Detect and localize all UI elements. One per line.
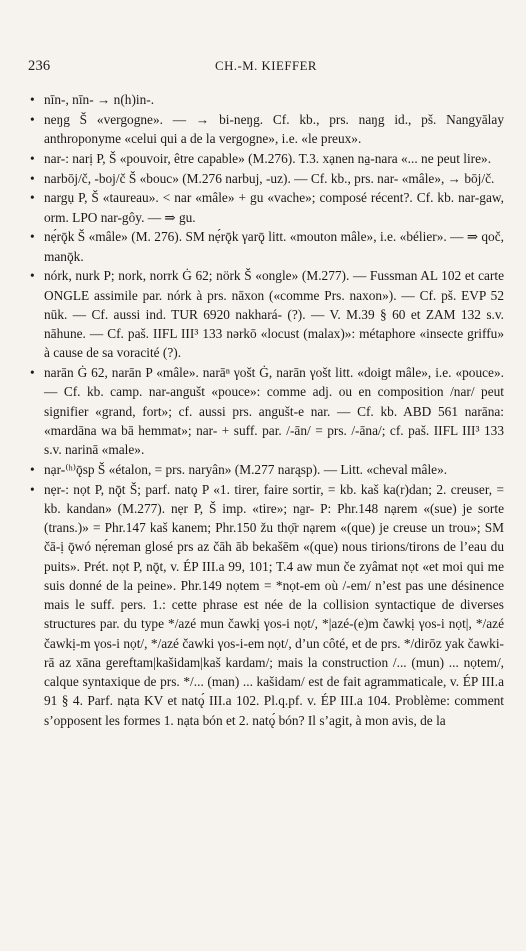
entry-text: nạr-⁽ʰ⁾ǭsp Š «étalon, = prs. naryân» (M.277 narąsp). — Litt. «cheval mâle». bbox=[44, 461, 448, 477]
bullet-icon: • bbox=[30, 461, 35, 477]
dictionary-entry bbox=[28, 149, 504, 168]
entry-text: narān Ġ 62, narān P «mâle». narāⁿ γošt Ġ, narān γošt litt. «doigt mâle», i.e. «pouce». — Cf. kb. camp. nar-angušt «pouce»: comme adj. ou en composition /nar/ peut signifier «grand, fort»; cf. aussi prs. angušt-e nar. — Cf. kb. ABD 561 narāna: «mardāna wa bā hemmat»; nar- + suff. par. /-ān/ = prs. /-āna/; cf. paš. IIFL III³ 133 s.v. narinā «male». bbox=[44, 365, 504, 457]
entry-text: nīn-, nīn- → n(h)in-. bbox=[44, 92, 155, 107]
entry-text: narbōj/č, -boj/č Š «bouc» (M.276 narbuj, -uz). — Cf. kb., prs. nar- «mâle», → bōj/č. bbox=[44, 170, 495, 186]
entry-text: nẹ́rǭk Š «mâle» (M. 276). SM nẹ́rǭk γarǭ litt. «mouton mâle», i.e. «bélier». — ⇒ qoč, manǭk. bbox=[44, 229, 504, 264]
page-number: 236 bbox=[28, 58, 51, 74]
entry-text: neŋg Š «vergogne». — → bi-neŋg. Cf. kb., prs. naŋg id., pš. Nangyālay anthroponyme «celui qui a de la vergogne», i.e. «le preux». bbox=[44, 111, 504, 146]
bullet-icon: • bbox=[30, 150, 35, 166]
entry-list bbox=[28, 90, 504, 730]
bullet-icon: • bbox=[30, 92, 35, 107]
page-header bbox=[28, 58, 504, 84]
dictionary-entry bbox=[28, 169, 504, 188]
entry-text: nargụ P, Š «taureau». < nar «mâle» + gu «vache»; composé récent?. Cf. kb. nar-gaw, orm. LPO nar-gôy. — ⇒ gu. bbox=[44, 190, 504, 225]
dictionary-entry bbox=[28, 363, 504, 459]
bullet-icon: • bbox=[30, 111, 35, 127]
dictionary-entry bbox=[28, 460, 504, 479]
dictionary-entry bbox=[28, 188, 504, 227]
dictionary-entry bbox=[28, 480, 504, 730]
bullet-icon: • bbox=[30, 365, 35, 380]
bullet-icon: • bbox=[30, 229, 35, 245]
dictionary-entry bbox=[28, 110, 504, 149]
entry-text: nẹr-: nọt P, nǭt Š; parf. natǫ P «1. tirer, faire sortir, = kb. kaš ka(r)dan; 2. creuser, = kb. kandan» (M.277). nẹr P, Š imp. «tire»; na̱r- P: Phr.148 nạrem «(sue) je sorte (trans.)» = Phr.147 kaš kanem; Phr.150 žu thọ̄r nạrem «(que) je creuse un trou»; SM čā-ị ǭwó nẹ́reman glosé prs az čāh āb bekašēm «(que) nous tirions/tirons de l’eau du puits». Prét. nọt P, nǭt, v. ÉP III.a 99, 101; T.4 aw mun če zyâmat nọt «et moi qui me suis donné de la peine». Phr.149 nọtem = *nọt-em où /-em/ n’est pas une désinence mais le suff. pers. 1.: cette phrase est née de la collision syntactique de diverses structures par. du type */azé mun čawkị γos-i nọt/, *|azé-(e)m čawkị γos-i nọt|, */azé čawkị-m γos-i nọt/, */azé čawki γos-i-em nọt/, d’un côté, et de prs. */dirōz yak čawki-rā az xāna gereftam|kašidam|kaš kardam/; mais la construction /... (mun) ... nọtem/, calque syntaxique de prs. */... (man) ... kašidam/ est de fait agrammaticale, v. ÉP III.a 91 § 4. Parf. nạta KV et natǫ́ III.a 102. Pl.q.pf. v. ÉP III.a 104. Problème: comment s’opposent les formes 1. nạta bón et 2. natǫ́ bón? Il s’agit, à mon avis, de la bbox=[44, 481, 504, 728]
bullet-icon: • bbox=[30, 170, 35, 186]
bullet-icon: • bbox=[30, 481, 35, 497]
bullet-icon: • bbox=[30, 268, 35, 284]
entry-text: nar-: narị P, Š «pouvoir, être capable» (M.276). T.3. xạnen na̱-nara «... ne peut lire». bbox=[44, 150, 492, 166]
dictionary-entry bbox=[28, 227, 504, 266]
bullet-icon: • bbox=[30, 190, 35, 206]
entry-text: nórk, nurk P; nork, norrk Ġ 62; nörk Š «ongle» (M.277). — Fussman AL 102 et carte ONGLE assimile par. nórk à prs. nāxon («comme Prs. naxon»). — Cf. pš. EVP 52 nūk. — Cf. aussi ind. TUR 6920 nakhará- (?). — V. M.39 § 60 et ZAM 132 s.v. nāhune. — Cf. paš. IIFL III³ 133 nərkō «locust (malax)»: métaphore «insecte griffu» à cause de sa voracité (?). bbox=[44, 268, 504, 361]
running-head: CH.-M. KIEFFER bbox=[215, 59, 317, 73]
dictionary-entry bbox=[28, 90, 504, 109]
dictionary-entry bbox=[28, 266, 504, 362]
